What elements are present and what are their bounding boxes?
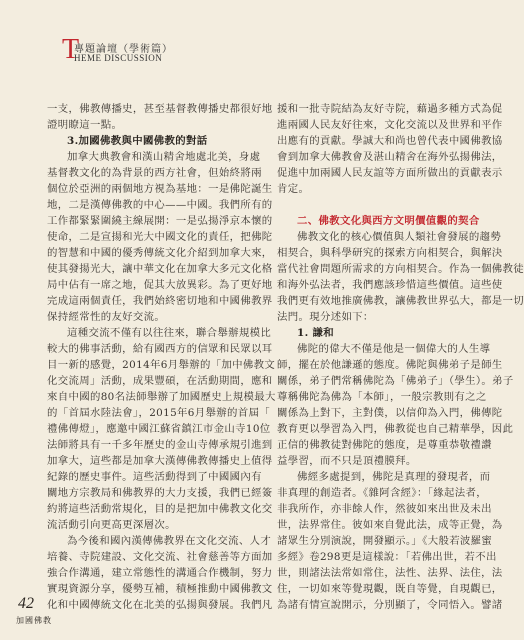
- text-line: 使命，二是宣揚和光大中國文化的責任，把佛陀: [47, 231, 273, 243]
- text-line: 世，法界常住。彼如來自覺此法，成等正覺，為: [277, 519, 503, 531]
- text-line: 世，則諸法法常如常住，法性、法界、法住，法: [277, 567, 503, 579]
- header-title-chinese: 專題論壇（學術篇）: [74, 44, 173, 55]
- blank-line: [277, 197, 474, 213]
- text-line: 地，二是漢傳佛教的中心——中國。我們所有的: [47, 199, 273, 211]
- text-line: 和海外弘法者，我們應該珍惜這些價值。這些使: [277, 279, 503, 291]
- text-line: 完成這兩個責任，我們始終密切地和中國佛教界: [47, 295, 273, 307]
- section-heading: 二、佛教文化與西方文明價值觀的契合: [297, 215, 480, 227]
- text-line: 實現資源分享，優勢互補，積極推動中國佛教文: [47, 583, 273, 595]
- text-line: 保持經常性的友好交流。: [47, 311, 166, 323]
- right-text-column: [277, 101, 524, 613]
- text-line: 師，擺在於他謙遜的態度。佛陀與佛弟子是師生: [277, 359, 503, 371]
- text-line: 個位於亞洲的兩個地方視為基地：一是佛陀誕生: [47, 183, 273, 195]
- text-line: 法師將具有一千多年歷史的金山寺傳承規引進到: [47, 439, 273, 451]
- text-line: 局中佔有一席之地，促其大放異彩。為了更好地: [47, 279, 273, 291]
- text-line: 住，一切如來等覺現觀，既自等覺，自現觀已，: [277, 583, 503, 595]
- text-line: 正信的佛教徒對佛陀的態度，是尊重恭敬禮讚: [277, 439, 492, 451]
- text-line: 基督教文化的為背景的西方社會，但始終將兩: [47, 167, 262, 179]
- magazine-logo: 加國佛教: [16, 616, 52, 625]
- text-line: 來自中國的80名法師舉辦了加國歷史上規模最大: [47, 391, 276, 403]
- paragraph-start-line: 為今後和國內漢傳佛教界在文化交流、人才: [67, 535, 272, 547]
- text-line: 尊稱佛陀為佛為「本師」，一般宗教則有之之: [277, 391, 487, 403]
- text-line: 多經》卷298更是這樣說：「若佛出世，若不出: [277, 551, 497, 563]
- text-line: 出應有的貢獻。學誠大和尚也曾代表中國佛教協: [277, 135, 503, 147]
- page-number: 42: [18, 595, 34, 612]
- text-line: 教育更以學習為入門，佛教從也自己精華學，因此: [277, 423, 514, 435]
- text-line: 的「首屆水陸法會」，2015年6月舉辦的首屆「: [47, 407, 270, 419]
- text-line: 當代社會問題所需求的方向相契合。作為一個佛教徒: [277, 263, 524, 275]
- text-line: 諸眾生分別演說，開發顯示。」《大般若波羅蜜: [277, 535, 493, 547]
- text-line: 目一新的感覺，2014年6月舉辦的「加中佛教文: [47, 359, 276, 371]
- sub-heading: 3.加國佛教與中國佛教的對話: [67, 135, 208, 147]
- text-line: 流活動引向更高更深層次。: [47, 519, 176, 531]
- text-line: 的智慧和中國的優秀傳統文化介紹到加拿大來，: [47, 247, 273, 259]
- text-line: 會到加拿大佛教會及湛山精舍在海外弘揚佛法，: [277, 151, 503, 163]
- text-line: 關係為上對下，主對僕，以信仰為入門，佛傳陀: [277, 407, 503, 419]
- text-line: 益學習，而不只是頂禮膜拜。: [277, 455, 417, 467]
- text-line: 強合作溝通，建立常態性的溝通合作機制，努力: [47, 567, 273, 579]
- header-title-english: HEME DISCUSSION: [74, 53, 163, 63]
- page-footer: [16, 595, 56, 631]
- text-line: 較大的佛事活動，給有國西方的信眾和民眾以耳: [47, 343, 273, 355]
- text-line: 非我所作，亦非餘人作，然彼如來出世及未出: [277, 503, 492, 515]
- paragraph-start-line: 這種交流不僅有以往往來，聯合舉辦規模比: [67, 327, 272, 339]
- text-line: 相契合，與科學研究的探索方向相契合，與解決: [277, 247, 503, 259]
- text-line: 肯定。: [277, 183, 310, 195]
- text-line: 一支，佛教傳播史，甚至基督教傳播史都很好地: [47, 103, 273, 115]
- paragraph-start-line: 佛教文化的核心價值與人類社會發展的趨勢: [297, 231, 502, 243]
- text-line: 化交流周」活動，成果豐碩，在活動期間，應和: [47, 375, 273, 387]
- text-line: 禮佛傳燈」，應邀中國江蘇省鎮江市金山寺10位: [47, 423, 271, 435]
- text-line: 促進中加兩國人民友誼等方面所做出的貢獻表示: [277, 167, 503, 179]
- text-line: 關地方宗教局和佛教界的大力支援，我們已經簽: [47, 487, 273, 499]
- text-line: 援和一批寺院結為友好寺院，藉過多種方式為促: [277, 103, 503, 115]
- text-line: 使其發揚光大，讓中華文化在加拿大多元文化格: [47, 263, 273, 275]
- text-line: 約將這些活動常規化，目的是把加中佛教文化交: [47, 503, 273, 515]
- text-line: 法門。現分述如下：: [277, 311, 374, 323]
- text-line: 關係，弟子們常稱佛陀為「佛弟子」（學生）。弟子: [277, 375, 514, 387]
- text-line: 進兩國人民友好往來，文化交流以及世界和平作: [277, 119, 503, 131]
- text-line: 加拿大，這些都是加拿大漢傳佛教傳播史上值得: [47, 455, 273, 467]
- section-header: [62, 34, 202, 65]
- text-line: 為諸有情宣說開示，分別顯了，令同悟入。譬諸: [277, 599, 503, 611]
- text-line: 非真理的創造者。《雜阿含經》：「緣起法者，: [277, 487, 487, 499]
- left-text-column: [47, 101, 276, 613]
- text-line: 工作都緊緊圍繞主線展開：一是弘揚淨京本懷的: [47, 215, 273, 227]
- text-line: 化和中國傳統文化在北美的弘揚與發展。我們凡: [47, 599, 273, 611]
- sub-heading: 1. 謙和: [297, 327, 334, 339]
- text-line: 證明瞭這一點。: [47, 119, 123, 131]
- paragraph-start-line: 佛陀的偉大不僅是他是一個偉大的人生導: [297, 343, 491, 355]
- paragraph-start-line: 加拿大典教會和漢山精舍地處北美，身處: [67, 151, 261, 163]
- header-initial-letter: T: [62, 34, 80, 65]
- text-line: 紀錄的歷史事件。這些活動得到了中國國內有: [47, 471, 262, 483]
- text-line: 我們更有效地推廣佛教，讓佛教世界弘大，都是一切: [277, 295, 524, 307]
- paragraph-start-line: 佛經多處提到，佛陀是真理的發現者，而: [297, 471, 491, 483]
- text-line: 培養、寺院建設、文化交流、社會慈善等方面加: [47, 551, 273, 563]
